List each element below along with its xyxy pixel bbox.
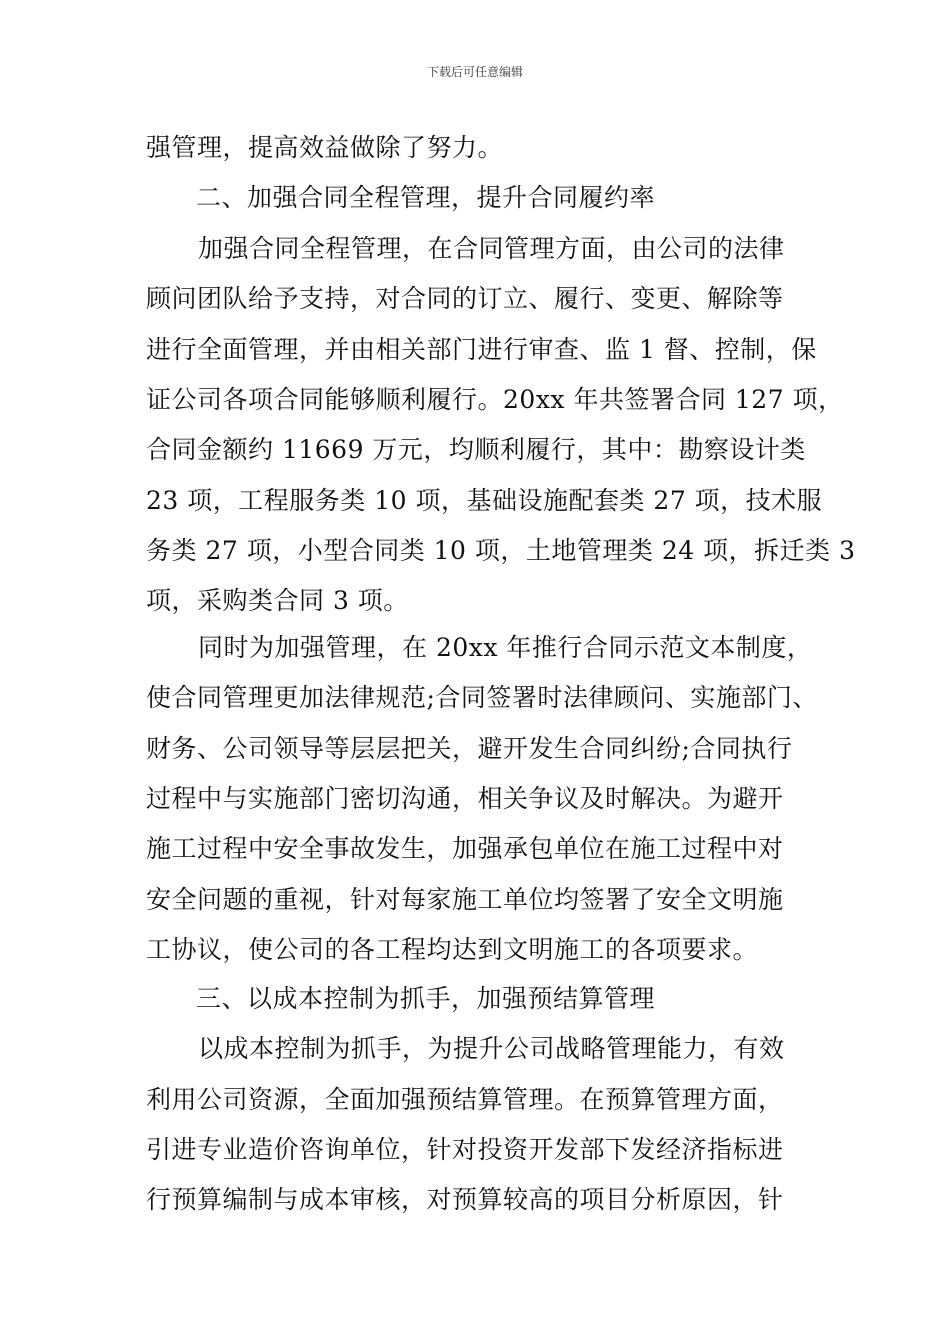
text-line: 引进专业造价咨询单位，针对投资开发部下发经济指标进 — [146, 1135, 784, 1164]
text-line: 工协议，使公司的各工程均达到文明施工的各项要求。 — [146, 935, 759, 964]
text-line: 23 项，工程服务类 10 项，基础设施配套类 27 项，技术服 — [146, 486, 823, 515]
text-line: 顾问团队给予支持，对合同的订立、履行、变更、解除等 — [146, 284, 784, 313]
section-heading: 三、以成本控制为抓手，加强预结算管理 — [196, 984, 656, 1013]
text-line: 行预算编制与成本审核，对预算较高的项目分析原因，针 — [146, 1185, 784, 1214]
text-line: 证公司各项合同能够顺利履行。20xx 年共签署合同 127 项， — [146, 385, 844, 414]
text-line: 务类 27 项，小型合同类 10 项，土地管理类 24 项，拆迁类 3 — [146, 536, 856, 565]
page-header: 下载后可任意编辑 — [426, 65, 523, 79]
text-line: 过程中与实施部门密切沟通，相关争议及时解决。为避开 — [146, 784, 784, 813]
text-line: 以成本控制为抓手，为提升公司战略管理能力，有效 — [198, 1034, 785, 1063]
text-line: 合同金额约 11669 万元，均顺利履行，其中：勘察设计类 — [146, 435, 806, 464]
text-line: 安全问题的重视，针对每家施工单位均签署了安全文明施 — [146, 885, 784, 914]
text-line: 强管理，提高效益做除了努力。 — [146, 133, 504, 162]
text-line: 进行全面管理，并由相关部门进行审查、监 1 督、控制，保 — [146, 335, 817, 364]
text-line: 项，采购类合同 3 项。 — [146, 586, 409, 615]
text-line: 利用公司资源，全面加强预结算管理。在预算管理方面， — [146, 1085, 784, 1114]
text-line: 加强合同全程管理，在合同管理方面，由公司的法律 — [198, 234, 785, 263]
text-line: 使合同管理更加法律规范;合同签署时法律顾问、实施部门、 — [146, 683, 818, 712]
text-line: 财务、公司领导等层层把关，避开发生合同纠纷;合同执行 — [146, 734, 793, 763]
section-heading: 二、加强合同全程管理，提升合同履约率 — [196, 183, 656, 212]
text-line: 施工过程中安全事故发生，加强承包单位在施工过程中对 — [146, 834, 784, 863]
text-line: 同时为加强管理，在 20xx 年推行合同示范文本制度， — [198, 633, 813, 662]
